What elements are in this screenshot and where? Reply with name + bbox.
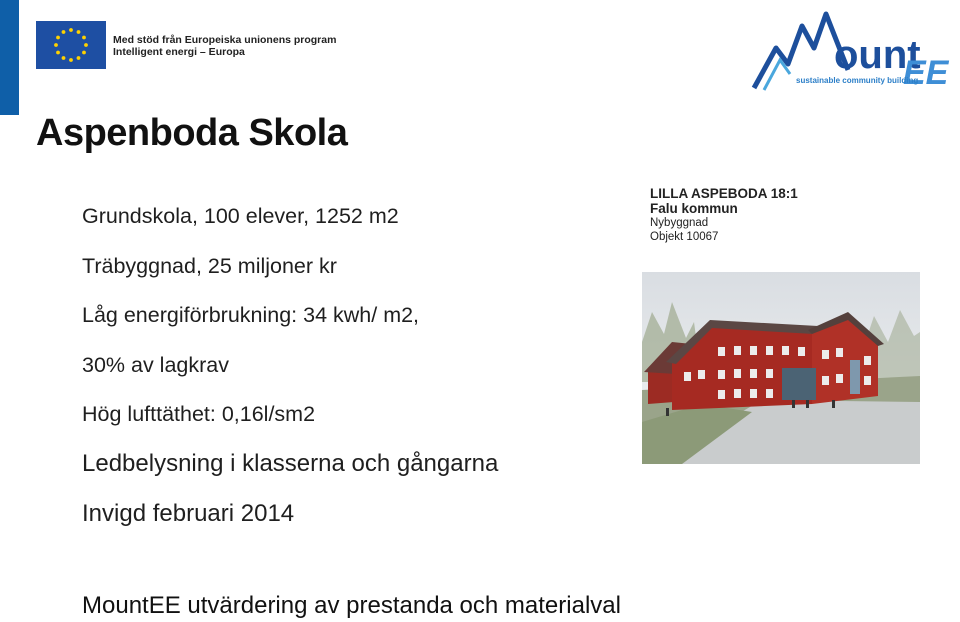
fact-item: Invigd februari 2014 [82, 499, 295, 527]
accent-side-bar [0, 0, 19, 115]
eu-star-icon [56, 36, 60, 40]
project-label [650, 186, 798, 244]
eu-star-icon [77, 30, 81, 34]
fact-item: Hög lufttäthet: 0,16l/sm2 [82, 402, 316, 427]
eu-funding-text [113, 34, 336, 58]
eu-funding-line-1: Med stöd från Europeiska unionens program [113, 34, 337, 46]
eu-star-icon [54, 43, 58, 47]
fact-item: Ledbelysning i klasserna och gångarna [82, 449, 499, 477]
eu-star-icon [56, 51, 60, 55]
eu-star-icon [77, 56, 81, 60]
fact-item: Låg energiförbrukning: 34 kwh/ m2, [82, 303, 420, 328]
school-building-rendering [642, 272, 920, 464]
eu-star-icon [82, 36, 86, 40]
eu-star-icon [84, 43, 88, 47]
fact-list [82, 204, 498, 551]
eu-star-icon [69, 58, 73, 62]
svg-text:EE: EE [903, 54, 949, 92]
eu-star-icon [82, 51, 86, 55]
eu-funding-line-2: Intelligent energi – Europa [113, 46, 245, 58]
project-municipality: Falu kommun [650, 201, 738, 216]
eu-star-icon [69, 28, 73, 32]
slide-title: Aspenboda Skola [36, 112, 348, 154]
fact-item: 30% av lagkrav [82, 352, 229, 377]
fact-item: Träbyggnad, 25 miljoner kr [82, 253, 337, 278]
fact-item: Grundskola, 100 elever, 1252 m2 [82, 204, 399, 228]
project-name: LILLA ASPEBODA 18:1 [650, 186, 798, 201]
eu-star-icon [62, 30, 66, 34]
svg-text:ount: ount [834, 33, 921, 77]
svg-text:sustainable community building: sustainable community building [796, 76, 919, 85]
project-type: Nybyggnad [650, 217, 709, 229]
eu-flag-icon [36, 21, 106, 69]
footer-text: MountEE utvärdering av prestanda och materialval [82, 592, 621, 619]
project-object: Objekt 10067 [650, 231, 719, 243]
mountee-logo [750, 8, 960, 93]
eu-star-icon [62, 56, 66, 60]
